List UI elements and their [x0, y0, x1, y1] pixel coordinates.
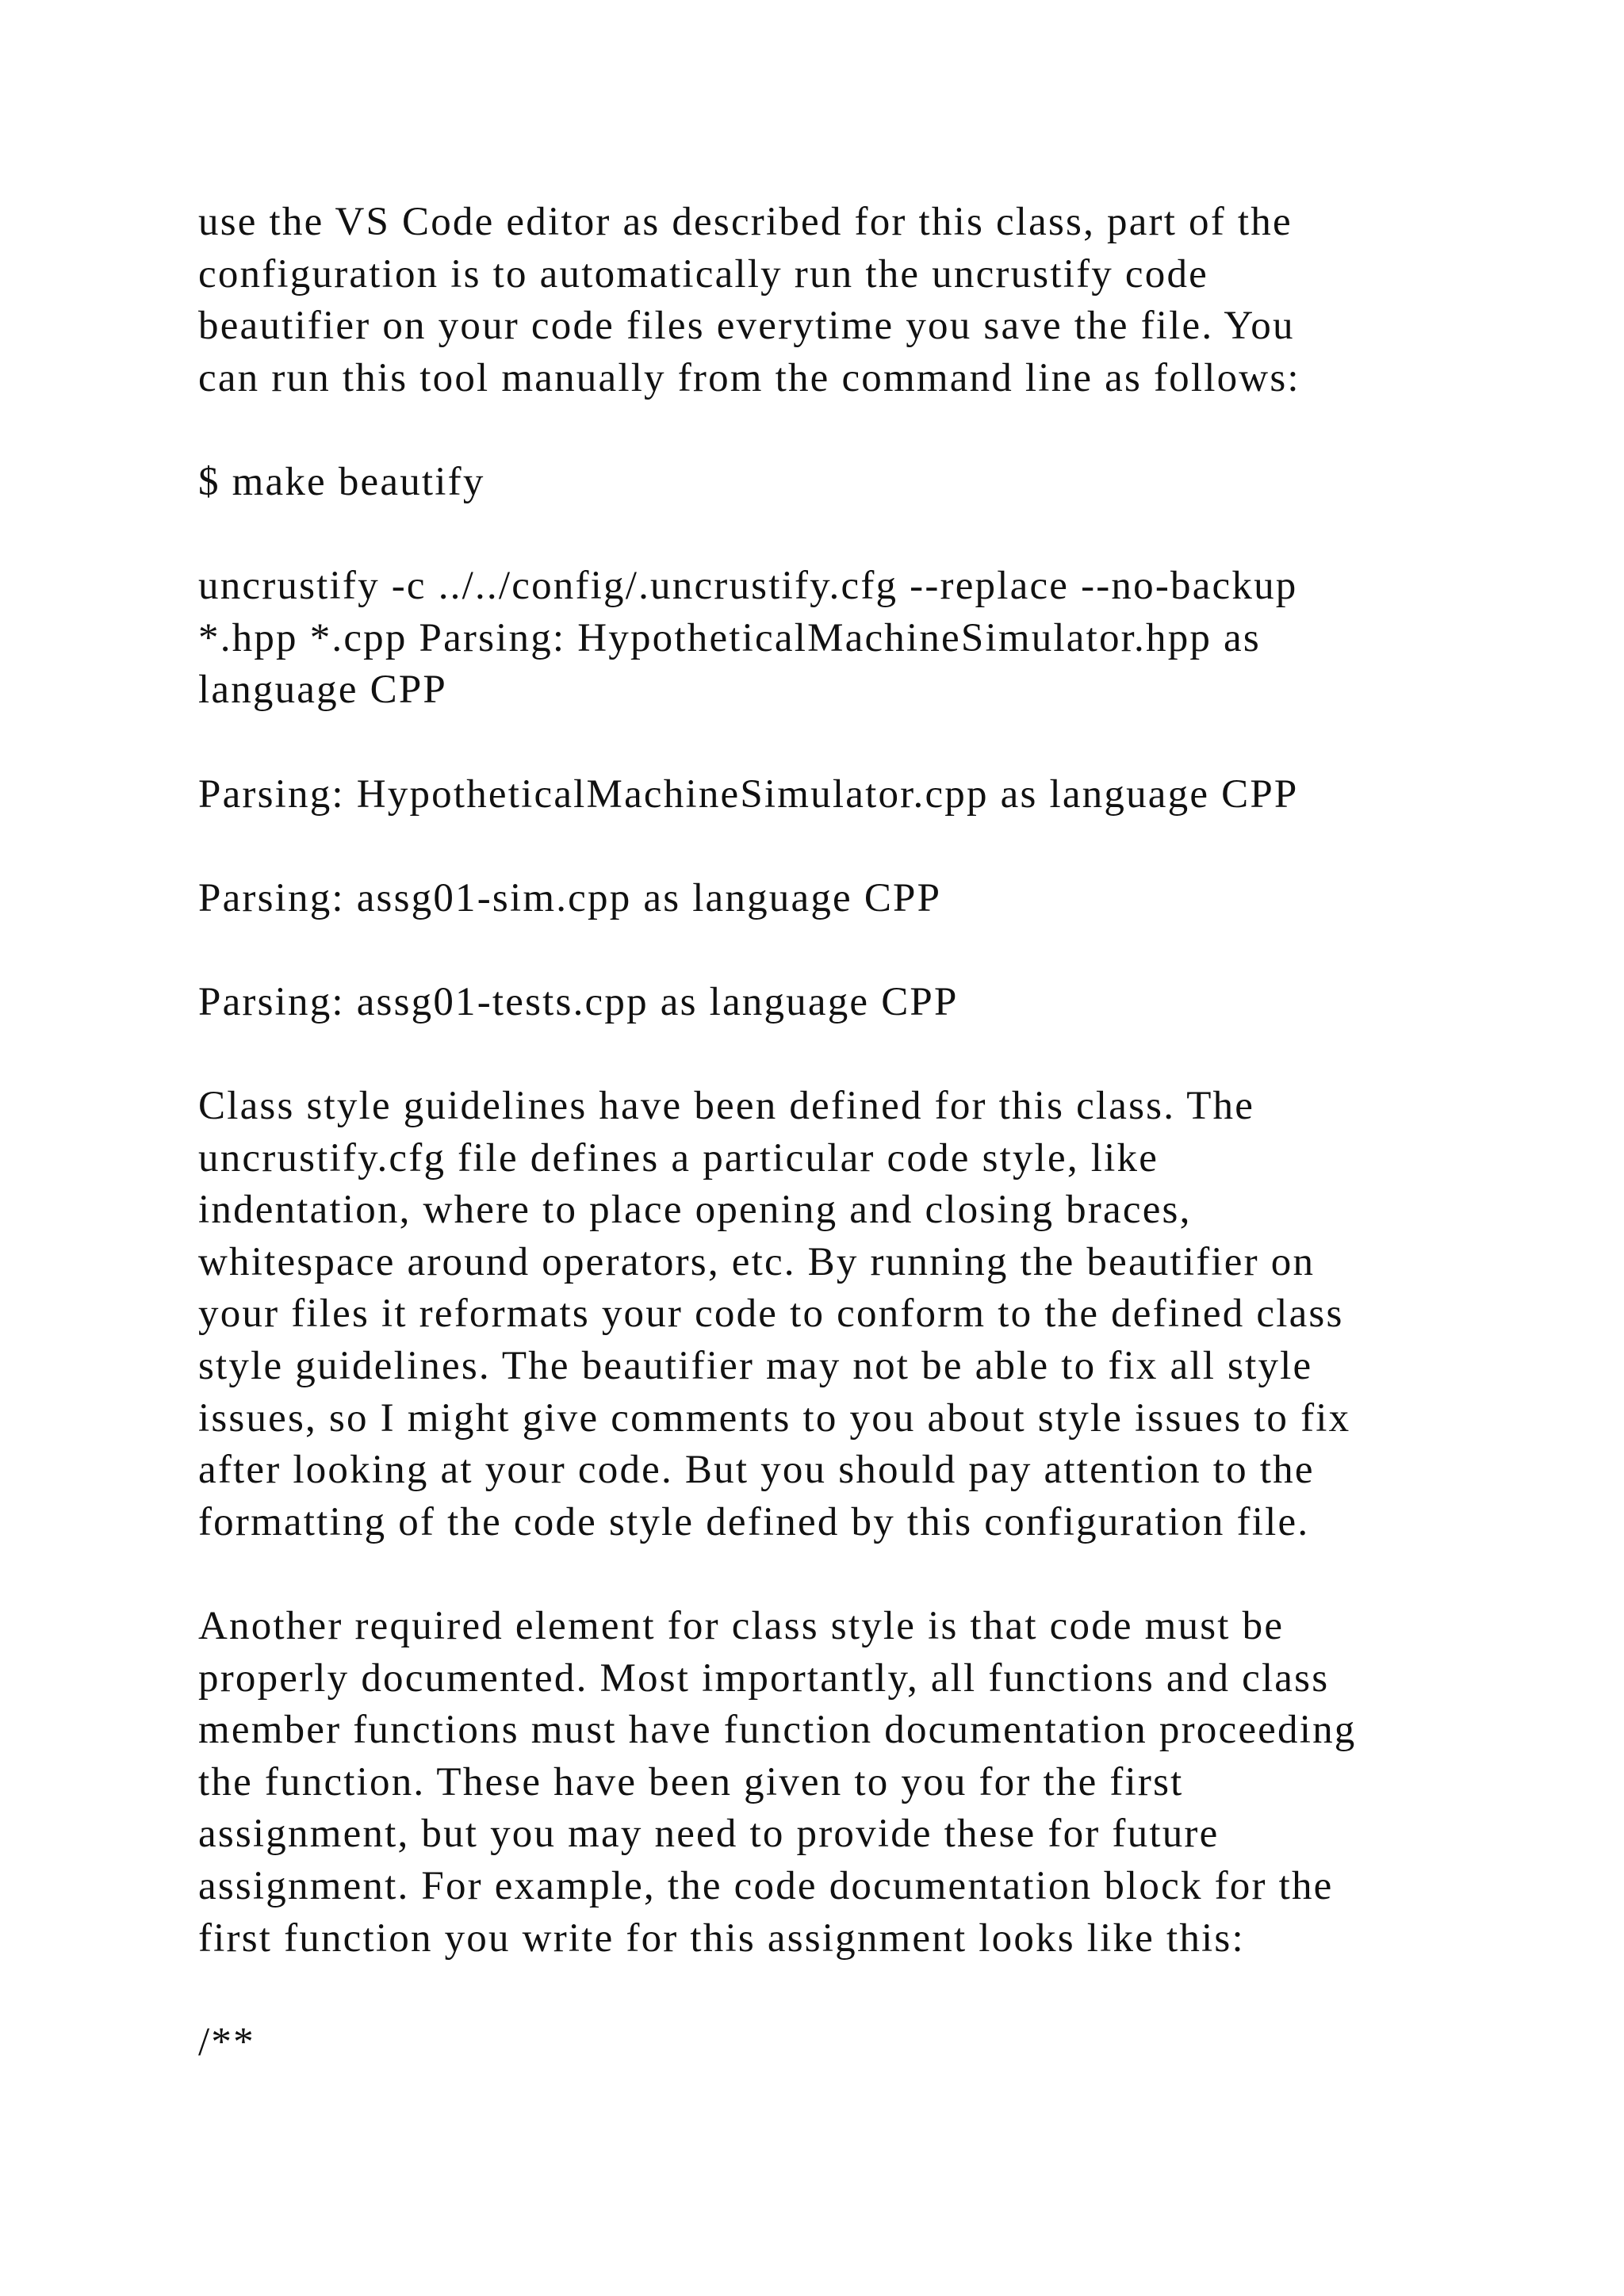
text-line: can run this tool manually from the command line as follows:: [198, 355, 1300, 400]
text-line: style guidelines. The beautifier may not be able to fix all style: [198, 1344, 1313, 1389]
paragraph-documentation-requirement: [198, 1601, 1483, 1965]
paragraph-parsing-simulator-cpp: [198, 769, 1483, 821]
paragraph-uncrustify-output: [198, 561, 1483, 717]
text-line: configuration is to automatically run the uncrustify code: [198, 251, 1208, 297]
text-line: formatting of the code style defined by this configuration file.: [198, 1499, 1310, 1544]
text-line: your files it reformats your code to conform to the defined class: [198, 1292, 1344, 1337]
output-line: *.hpp *.cpp Parsing: HypotheticalMachineSimulator.hpp as: [198, 615, 1261, 660]
output-line: uncrustify -c ../../config/.uncrustify.cfg --replace --no-backup: [198, 564, 1298, 609]
text-line: whitespace around operators, etc. By running the beautifier on: [198, 1239, 1316, 1284]
text-line: properly documented. Most importantly, all functions and class: [198, 1655, 1330, 1701]
text-line: after looking at your code. But you should pay attention to the: [198, 1448, 1315, 1493]
text-line: Class style guidelines have been defined for this class. The: [198, 1084, 1255, 1129]
output-line: language CPP: [198, 668, 447, 713]
text-line: indentation, where to place opening and closing braces,: [198, 1188, 1192, 1233]
paragraph-doc-comment-start: [198, 2017, 1483, 2069]
text-line: beautifier on your code files everytime you save the file. You: [198, 304, 1295, 349]
command-line: $ make beautify: [198, 459, 485, 504]
text-line: assignment. For example, the code documentation block for the: [198, 1864, 1334, 1908]
document-body: [198, 197, 1483, 2121]
text-line: use the VS Code editor as described for this class, part of the: [198, 200, 1293, 244]
output-line: Parsing: assg01-sim.cpp as language CPP: [198, 875, 942, 920]
text-line: issues, so I might give comments to you about style issues to fix: [198, 1395, 1351, 1441]
output-line: Parsing: HypotheticalMachineSimulator.cpp as language CPP: [198, 771, 1299, 817]
text-line: Another required element for class style is that code must be: [198, 1604, 1285, 1649]
text-line: first function you write for this assignment looks like this:: [198, 1915, 1245, 1961]
paragraph-style-guidelines: [198, 1081, 1483, 1548]
text-line: member functions must have function documentation proceeding: [198, 1708, 1357, 1753]
paragraph-vscode-intro: [198, 197, 1483, 404]
paragraph-parsing-tests: [198, 977, 1483, 1029]
code-line: /**: [198, 2019, 255, 2064]
text-line: assignment, but you may need to provide these for future: [198, 1812, 1220, 1857]
paragraph-make-command: [198, 457, 1483, 509]
output-line: Parsing: assg01-tests.cpp as language CPP: [198, 979, 959, 1024]
text-line: uncrustify.cfg file defines a particular code style, like: [198, 1135, 1159, 1181]
text-line: the function. These have been given to you for the first: [198, 1759, 1184, 1804]
paragraph-parsing-sim: [198, 873, 1483, 925]
